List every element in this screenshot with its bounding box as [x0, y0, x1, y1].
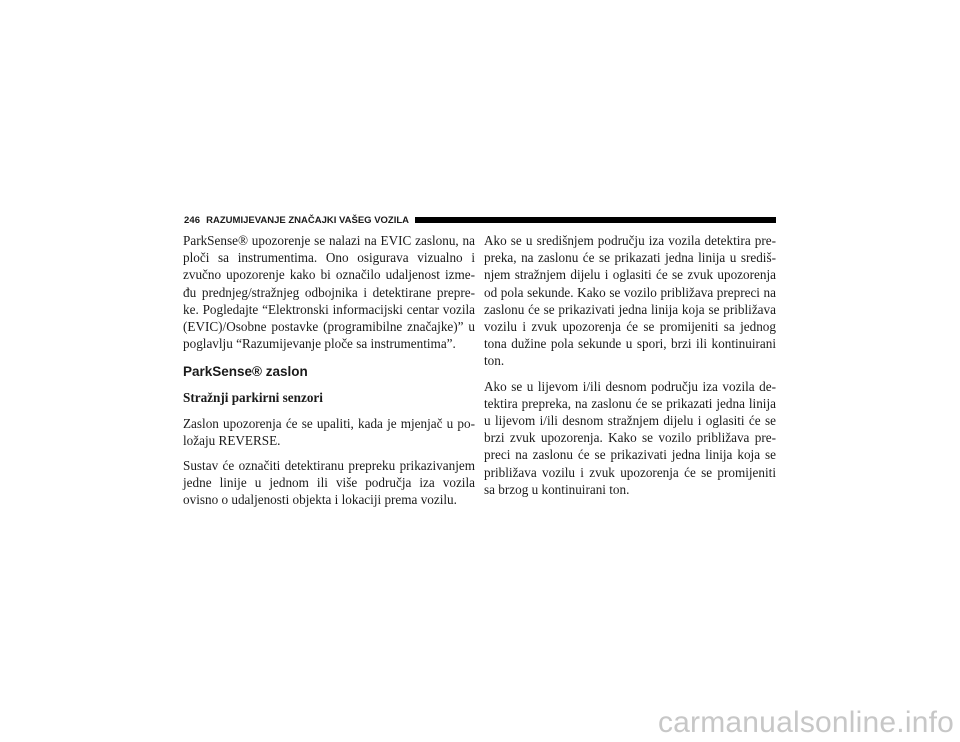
intro-paragraph: ParkSense® upozorenje se nalazi na EVIC zaslonu, na ploči sa instrumentima. Ono osigurava vizualno i zvučno upozorenje kako bi označilo udaljenost izme-đu prednjeg/stražnjeg odbojnika i detektirane prepre-ke. Pogledajte “Elektronski informacijski centar vozila (EVIC)/Osobne postavke (programibilne značajke)” u poglavlju “Razumijevanje ploče sa instrumentima”. [183, 233, 475, 352]
page-number: 246 [184, 214, 201, 226]
section-heading: ParkSense® zaslon [183, 364, 308, 380]
header-rule [415, 217, 776, 223]
chapter-title: RAZUMIJEVANJE ZNAČAJKI VAŠEG VOZILA [206, 214, 410, 226]
left-column [183, 232, 475, 517]
subheading: Stražnji parkirni senzori [183, 390, 323, 406]
paragraph: Sustav će označiti detektiranu prepreku prikazivanjem jedne linije u jednom ili više područja iza vozila ovisno o udaljenosti objekta i lokaciji prema vozilu. [183, 458, 475, 508]
page-header [184, 212, 776, 228]
watermark: carmanualsonline.info [657, 706, 954, 739]
right-column [484, 232, 776, 506]
paragraph: Ako se u središnjem području iza vozila detektira pre-preka, na zaslonu će se prikazati jedna linija u središ-njem stražnjem dijelu i oglasiti će se zvuk upozorenja od pola sekunde. Kako se vozilo približava prepreci na zaslonu će se prikazivati jedna linija koja se približava vozilu i zvuk upozorenja će se promijeniti sa jednog tona dužine pola sekunde u spori, brzi ili kontinuirani ton. [484, 233, 776, 369]
paragraph: Ako se u lijevom i/ili desnom području iza vozila de-tektira prepreka, na zaslonu će se prikazati jedna linija u lijevom i/ili desnom stražnjem dijelu i oglasiti će se brzi zvuk upozorenja. Kako se vozilo približava pre-preci na zaslonu će se prikazivati jedna linija koja se približava vozilu i zvuk upozorenja će se promijeniti sa brzog u kontinuirani ton. [484, 378, 776, 497]
paragraph: Zaslon upozorenja će se upaliti, kada je mjenjač u po-ložaju REVERSE. [183, 415, 475, 448]
